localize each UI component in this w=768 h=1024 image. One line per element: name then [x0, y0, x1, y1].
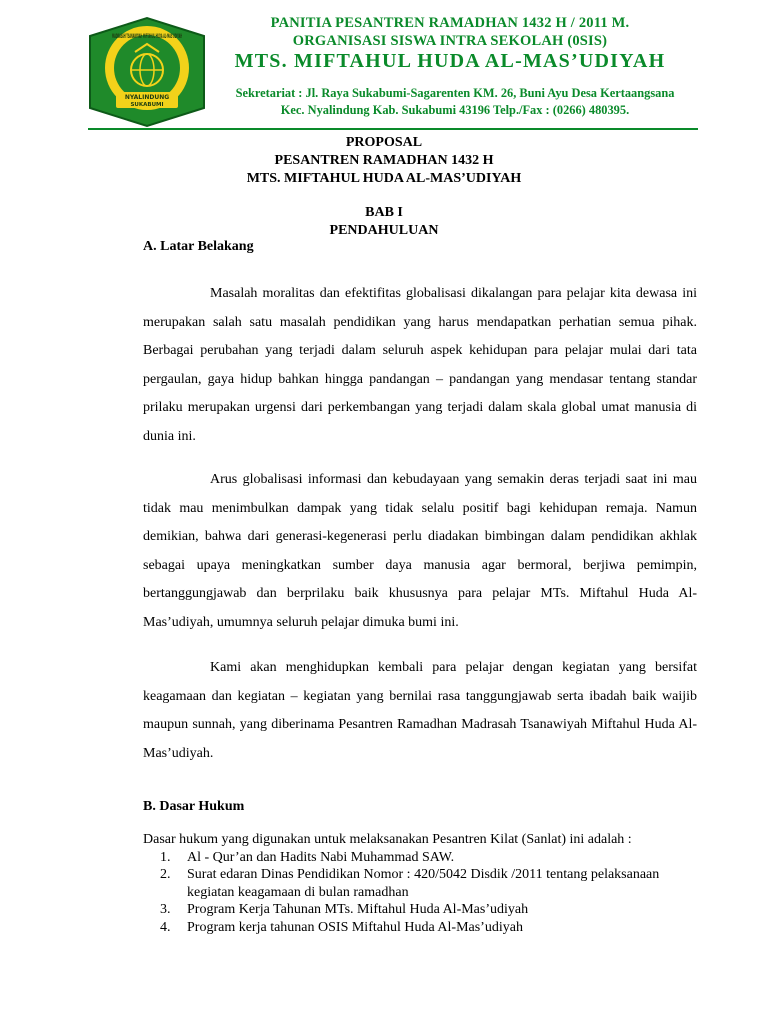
list-item: 3. Program Kerja Tahunan MTs. Miftahul Huda Al-Mas’udiyah — [160, 902, 529, 918]
list-item: 4. Program kerja tahunan OSIS Miftahul Huda Al-Mas’udiyah — [160, 919, 523, 935]
logo-bottom-text-2: SUKABUMI — [130, 102, 164, 108]
legal-basis-list — [143, 849, 703, 936]
chapter-name: PENDAHULUAN — [329, 223, 439, 238]
letterhead-organization: ORGANISASI SISWA INTRA SEKOLAH (0SIS) — [292, 33, 608, 49]
logo-bottom-text-1: NYALINDUNG — [124, 94, 170, 101]
chapter-number: BAB I — [365, 205, 403, 220]
letterhead-school-name: MTS. MIFTAHUL HUDA AL-MAS’UDIYAH — [234, 50, 666, 72]
letterhead-address-line2: Kec. Nyalindung Kab. Sukabumi 43196 Telp./Fax : (0266) 480395. — [280, 103, 630, 117]
background-paragraph-2: Arus globalisasi informasi dan kebudayaan yang semakin deras terjadi saat ini mau tidak mau menimbulkan dampak yang tidak selalu positif bagi kehidupan remaja. Namun demikian, bahwa dari generasi-kegenerasi perlu diadakan bimbingan dalam pendidikan akhlak sebagai upaya meningkatkan sumber daya manusia agar bermoral, berjiwa pemimpin, bertanggungjawab dan berprilaku baik khususnya para pelajar MTs. Miftahul Huda Al-Mas’udiyah, umumnya seluruh pelajar dimuka bumi ini. — [143, 472, 697, 630]
section-a-heading: A. Latar Belakang — [143, 239, 254, 254]
letterhead-divider — [88, 128, 698, 130]
legal-basis-intro: Dasar hukum yang digunakan untuk melaksanakan Pesantren Kilat (Sanlat) ini adalah : — [143, 832, 632, 847]
letterhead-committee: PANITIA PESANTREN RAMADHAN 1432 H / 2011 M. — [270, 15, 630, 31]
proposal-title: PROPOSAL — [345, 135, 423, 150]
proposal-school: MTS. MIFTAHUL HUDA AL-MAS’UDIYAH — [246, 171, 522, 186]
section-b-heading: B. Dasar Hukum — [143, 799, 245, 814]
school-logo — [88, 16, 206, 128]
logo-ring-text: MADRASAH TSANAWIYAH MIFTAHUL HUDA AL-MAS'UDIYAH — [112, 33, 182, 40]
background-paragraph-3: Kami akan menghidupkan kembali para pelajar dengan kegiatan yang bersifat keagamaan dan kegiatan – kegiatan yang bernilai rasa tanggungjawab serta ibadah baik waijib maupun sunnah, yang diberinama Pesantren Ramadhan Madrasah Tsanawiyah Miftahul Huda Al-Mas’udiyah. — [143, 660, 697, 761]
proposal-subtitle: PESANTREN RAMADHAN 1432 H — [274, 153, 494, 168]
letterhead-address-line1: Sekretariat : Jl. Raya Sukabumi-Sagarenten KM. 26, Buni Ayu Desa Kertaangsana — [235, 86, 675, 100]
list-item: 2. Surat edaran Dinas Pendidikan Nomor : 420/5042 Disdik /2011 tentang pelaksanaan kegiatan keagamaan di bulan ramadhan — [160, 867, 660, 900]
background-paragraph-1: Masalah moralitas dan efektifitas globalisasi dikalangan para pelajar kita dewasa ini merupakan salah satu masalah pendidikan yang harus mendapatkan perhatian semua pihak. Berbagai perubahan yang terjadi dalam seluruh aspek kehidupan para pelajar mulai dari tata pergaulan, gaya hidup bahkan hingga pandangan – pandangan yang mendasar tentang standar prilaku merupakan urgensi dari perkembangan yang terjadi dalam skala global umat manusia di dunia ini. — [143, 286, 697, 444]
list-item: 1. Al - Qur’an dan Hadits Nabi Muhammad SAW. — [160, 850, 455, 865]
